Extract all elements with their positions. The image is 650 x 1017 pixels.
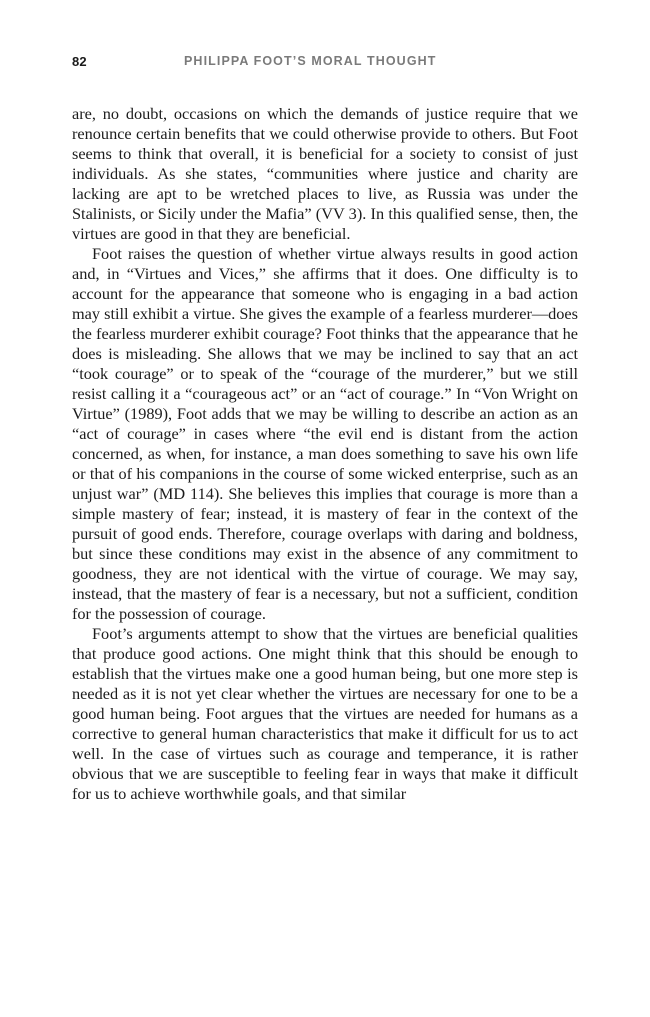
running-head <box>72 54 578 72</box>
paragraph-1: are, no doubt, occasions on which the demands of justice require that we renounce certain benefits that we could otherwise provide to others. But Foot seems to think that overall, it is beneficial for a society to consist of just individuals. As she states, “communities where justice and charity are lacking are apt to be wretched places to live, as Russia was under the Stalinists, or Sicily under the Mafia” (VV 3). In this qualified sense, then, the virtues are good in that they are beneficial. <box>72 104 578 243</box>
paragraph-2: Foot raises the question of whether virtue always results in good action and, in “Virtues and Vices,” she affirms that it does. One difficulty is to account for the appearance that someone who is engaging in a bad action may still exhibit a virtue. She gives the example of a fearless murderer—does the fearless murderer exhibit courage? Foot thinks that the appearance that he does is misleading. She allows that we may be inclined to say that an act “took courage” or to speak of the “courage of the murderer,” but we still resist calling it a “courageous act” or an “act of courage.” In “Von Wright on Virtue” (1989), Foot adds that we may be willing to describe an action as an “act of courage” in cases where “the evil end is distant from the action concerned, as when, for instance, a man does something to save his own life or that of his companions in the course of some wicked enterprise, such as an unjust war” (MD 114). She believes this implies that courage is more than a simple mastery of fear; instead, it is mastery of fear in the context of the pursuit of good ends. Therefore, courage overlaps with daring and boldness, but since these conditions may exist in the absence of any commitment to goodness, they are not identical with the virtue of courage. We may say, instead, that the mastery of fear is a necessary, but not a sufficient, condition for the possession of courage. <box>72 244 578 623</box>
body-text <box>72 104 578 804</box>
page-number: 82 <box>72 54 87 69</box>
running-title: PHILIPPA FOOT’S MORAL THOUGHT <box>184 54 437 68</box>
paragraph-3: Foot’s arguments attempt to show that the virtues are beneficial qualities that produce good actions. One might think that this should be enough to establish that the virtues make one a good human being, but one more step is needed as it is not yet clear whether the virtues are necessary for one to be a good human being. Foot argues that the virtues are needed for humans as a corrective to general human characteristics that make it difficult for us to act well. In the case of virtues such as courage and temperance, it is rather obvious that we are susceptible to feeling fear in ways that make it difficult for us to achieve worthwhile goals, and that similar <box>72 624 578 803</box>
